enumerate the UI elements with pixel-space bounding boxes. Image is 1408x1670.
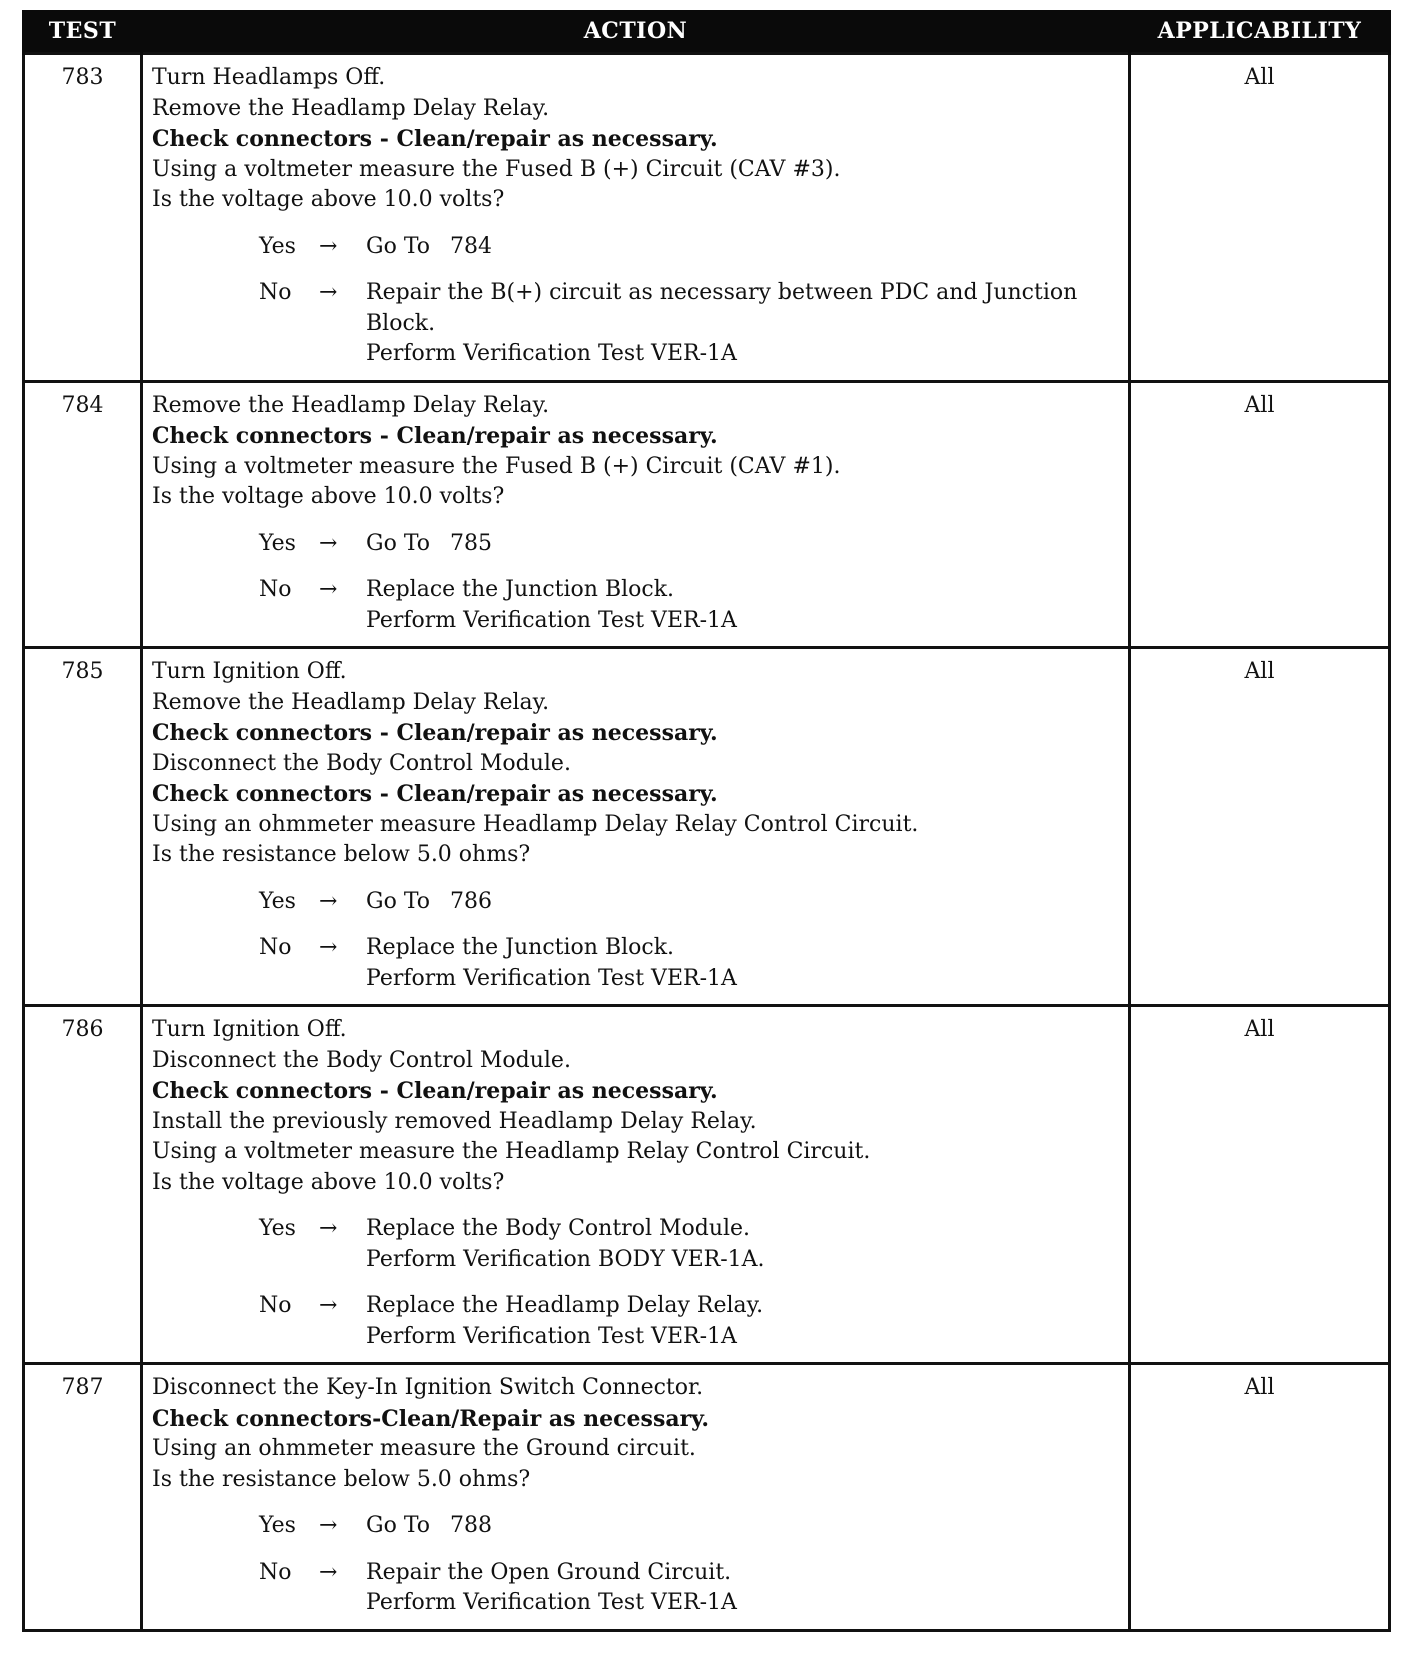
header-applicability: APPLICABILITY: [1130, 10, 1390, 54]
yes-label: Yes: [259, 1216, 296, 1241]
goto-text: Go To: [366, 888, 431, 914]
goto-test-number: 784: [450, 233, 493, 259]
action-step: Disconnect the Body Control Module.: [152, 750, 571, 776]
goto-test-number: 785: [450, 530, 493, 556]
action-step: Remove the Headlamp Delay Relay.: [152, 95, 550, 121]
test-number: 784: [24, 381, 142, 648]
arrow-right-icon: →: [319, 530, 338, 556]
result-line: Perform Verification Test VER-1A: [366, 1590, 737, 1615]
yes-outcome: [259, 529, 1120, 560]
result-line: Replace the Headlamp Delay Relay.: [366, 1293, 764, 1318]
applicability-cell: All: [1130, 1006, 1390, 1364]
action-step: Remove the Headlamp Delay Relay.: [152, 689, 550, 715]
goto-line: [366, 887, 1120, 918]
yes-label: Yes: [259, 888, 296, 914]
goto-test-number: 786: [450, 888, 493, 914]
no-outcome: [259, 1291, 1120, 1352]
yes-outcome: [259, 887, 1120, 918]
no-outcome: [259, 575, 1120, 636]
applicability-cell: All: [1130, 648, 1390, 1006]
action-step-bold: Check connectors - Clean/repair as necessary.: [152, 1078, 718, 1104]
action-step: Turn Headlamps Off.: [152, 65, 386, 90]
action-cell: [142, 54, 1130, 382]
arrow-right-icon: →: [319, 1513, 338, 1538]
no-result: [366, 933, 1120, 994]
yes-outcome: [259, 1214, 1120, 1275]
arrow-right-icon: →: [319, 233, 338, 259]
goto-line: [366, 1511, 1120, 1542]
action-step-bold: Check connectors - Clean/repair as necessary.: [152, 720, 718, 746]
arrow-right-icon: →: [319, 935, 338, 960]
action-step: Using an ohmmeter measure the Ground circuit.: [152, 1436, 696, 1461]
test-number: 787: [24, 1364, 142, 1631]
table-row: [24, 381, 1390, 648]
no-outcome: [259, 1558, 1120, 1619]
arrow-right-icon: →: [319, 280, 338, 305]
result-line: Block.: [366, 310, 436, 336]
action-cell: [142, 1006, 1130, 1364]
action-step-bold: Check connectors - Clean/repair as necessary.: [152, 781, 718, 807]
action-step-bold: Check connectors - Clean/repair as necessary.: [152, 423, 718, 449]
applicability-cell: All: [1130, 381, 1390, 648]
no-outcome: [259, 278, 1120, 370]
no-result: [366, 575, 1120, 636]
table-header: [24, 10, 1390, 54]
no-result: [366, 1558, 1120, 1619]
result-line: Perform Verification Test VER-1A: [366, 965, 737, 991]
yes-outcome: [259, 1511, 1120, 1542]
action-step: Turn Ignition Off.: [152, 659, 347, 684]
action-step: Is the resistance below 5.0 ohms?: [152, 842, 531, 867]
action-step: Using an ohmmeter measure Headlamp Delay Relay Control Circuit.: [152, 811, 919, 837]
no-outcome: [259, 933, 1120, 994]
no-label: No: [259, 577, 292, 602]
table-row: [24, 54, 1390, 382]
action-step: Is the resistance below 5.0 ohms?: [152, 1466, 531, 1492]
applicability-cell: All: [1130, 54, 1390, 382]
action-step-bold: Check connectors - Clean/repair as necessary.: [152, 126, 718, 152]
arrow-right-icon: →: [319, 888, 338, 914]
diagnostic-test-table: [22, 10, 1391, 1632]
no-label: No: [259, 280, 292, 305]
no-result: [366, 1291, 1120, 1352]
yes-result: [366, 1214, 1120, 1275]
yes-outcome: [259, 232, 1120, 263]
yes-result: [366, 887, 1120, 918]
table-row: [24, 1006, 1390, 1364]
action-cell: [142, 1364, 1130, 1631]
arrow-right-icon: →: [319, 1216, 338, 1241]
goto-line: [366, 232, 1120, 263]
action-step: Is the voltage above 10.0 volts?: [152, 1169, 505, 1195]
action-step: Using a voltmeter measure the Fused B (+) Circuit (CAV #3).: [152, 156, 841, 182]
yes-label: Yes: [259, 530, 296, 556]
goto-test-number: 788: [450, 1513, 493, 1538]
result-line: Perform Verification Test VER-1A: [366, 1323, 737, 1349]
action-step: Using a voltmeter measure the Fused B (+) Circuit (CAV #1).: [152, 453, 841, 479]
result-line: Perform Verification Test VER-1A: [366, 341, 737, 366]
result-line: Replace the Body Control Module.: [366, 1216, 751, 1241]
arrow-right-icon: →: [319, 1293, 338, 1318]
table-body: [24, 54, 1390, 1631]
yes-result: [366, 529, 1120, 560]
action-step: Install the previously removed Headlamp Delay Relay.: [152, 1108, 757, 1134]
result-line: Perform Verification BODY VER-1A.: [366, 1246, 765, 1272]
yes-result: [366, 232, 1120, 263]
action-cell: [142, 648, 1130, 1006]
action-step: Turn Ignition Off.: [152, 1017, 347, 1042]
goto-text: Go To: [366, 233, 431, 259]
yes-result: [366, 1511, 1120, 1542]
action-cell: [142, 381, 1130, 648]
result-line: Perform Verification Test VER-1A: [366, 607, 737, 633]
action-step: Using a voltmeter measure the Headlamp Relay Control Circuit.: [152, 1139, 871, 1164]
table-row: [24, 648, 1390, 1006]
action-step: Disconnect the Body Control Module.: [152, 1047, 571, 1073]
header-test: TEST: [24, 10, 142, 54]
action-step-bold: Check connectors-Clean/Repair as necessary.: [152, 1405, 710, 1432]
no-label: No: [259, 935, 292, 960]
action-step: Is the voltage above 10.0 volts?: [152, 187, 505, 212]
applicability-cell: All: [1130, 1364, 1390, 1631]
goto-text: Go To: [366, 1513, 431, 1538]
yes-label: Yes: [259, 233, 296, 259]
test-number: 786: [24, 1006, 142, 1364]
no-label: No: [259, 1559, 292, 1585]
result-line: Repair the B(+) circuit as necessary between PDC and Junction: [366, 280, 1078, 305]
action-step: Is the voltage above 10.0 volts?: [152, 484, 505, 509]
no-result: [366, 278, 1120, 370]
action-step: Disconnect the Key-In Ignition Switch Connector.: [152, 1375, 704, 1400]
arrow-right-icon: →: [319, 1559, 338, 1585]
result-line: Replace the Junction Block.: [366, 935, 675, 960]
result-line: Repair the Open Ground Circuit.: [366, 1559, 732, 1585]
action-step: Remove the Headlamp Delay Relay.: [152, 392, 550, 418]
arrow-right-icon: →: [319, 577, 338, 602]
test-number: 785: [24, 648, 142, 1006]
table-row: [24, 1364, 1390, 1631]
no-label: No: [259, 1293, 292, 1318]
test-number: 783: [24, 54, 142, 382]
goto-line: [366, 529, 1120, 560]
goto-text: Go To: [366, 530, 431, 556]
result-line: Replace the Junction Block.: [366, 577, 675, 602]
header-action: ACTION: [142, 10, 1130, 54]
diagnostic-test-sheet: [22, 10, 1388, 1632]
yes-label: Yes: [259, 1513, 296, 1538]
